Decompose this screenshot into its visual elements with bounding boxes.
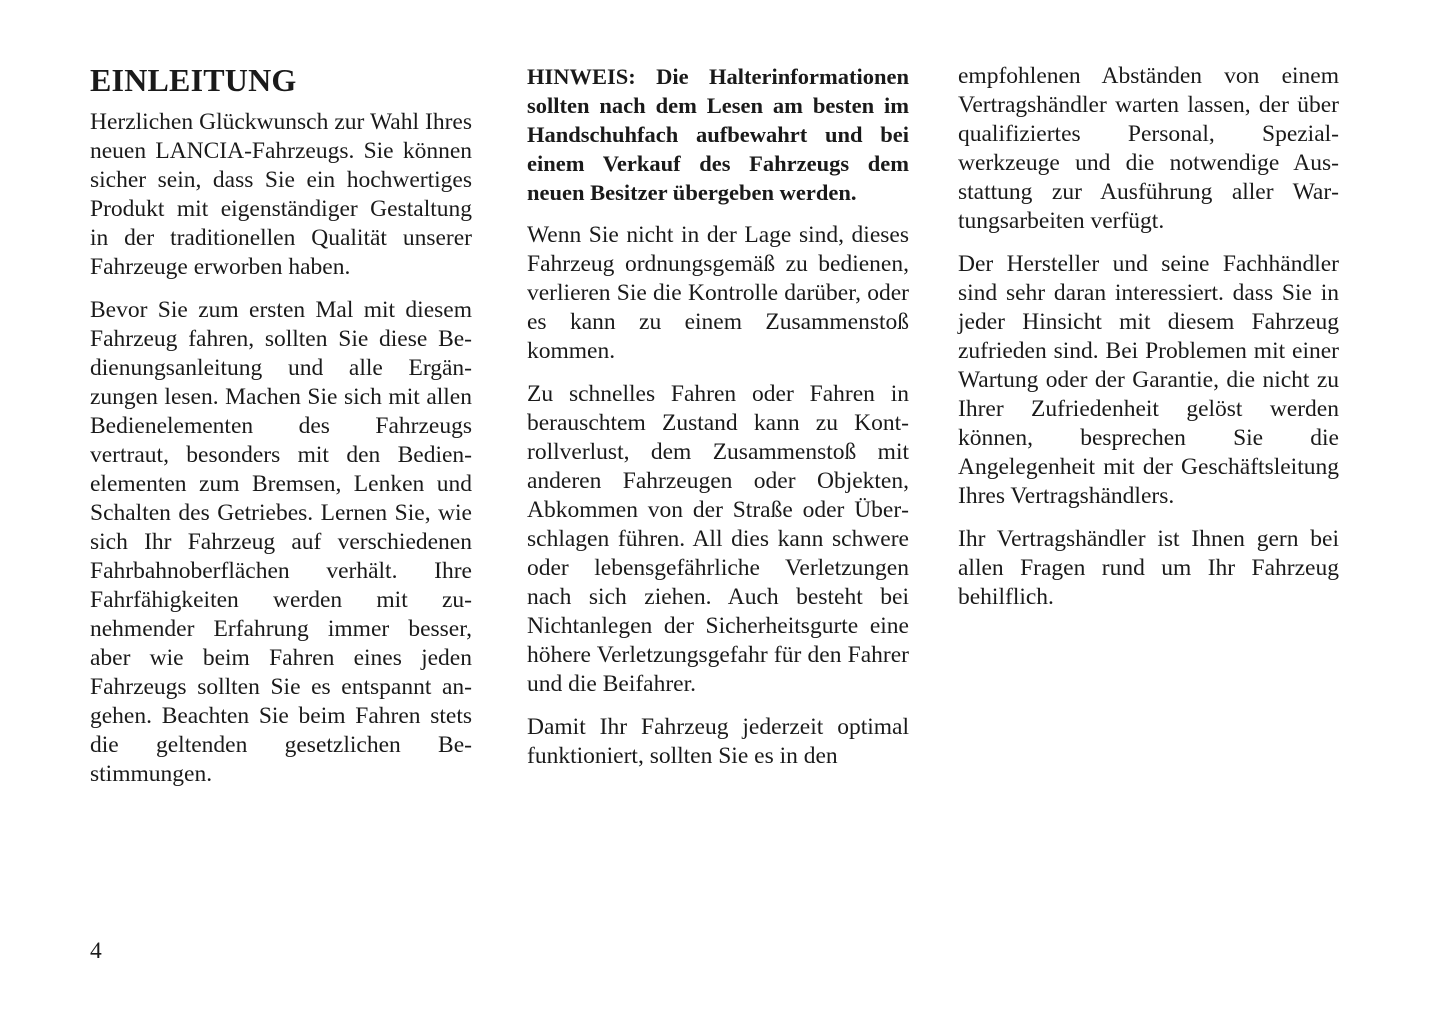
control-warning-paragraph: Wenn Sie nicht in der Lage sind, dieses Fahrzeug ordnungsgemäß zu bedienen, verlieren Sie die Kontrolle darüber, oder es kann zu einem Zusammenstoß kommen. — [527, 222, 909, 364]
before-driving-paragraph: Bevor Sie zum ersten Mal mit diesem Fahrzeug fahren, sollten Sie diese Bedienungsanleitung und alle Ergänzungen lesen. Machen Sie sich mit allen Bedienelementen des Fahrzeugs vertraut, besonders mit den Bedienelementen zum Bremsen, Lenken und Schalten des Getriebes. Lernen Sie, wie sich Ihr Fahrzeug auf verschiedenen Fahrbahnoberflächen verhält. Ihre Fahrfähigkeiten werden mit zunehmender Erfahrung immer besser, aber wie beim Fahren eines jeden Fahrzeugs sollten Sie es entspannt angehen. Beachten Sie beim Fahren stets die geltenden gesetzlichen Bestimmungen. — [90, 297, 472, 787]
maintenance-paragraph: Damit Ihr Fahrzeug jederzeit optimal funktioniert, sollten Sie es in den — [527, 714, 909, 769]
column-left — [90, 58, 472, 803]
column-right — [958, 58, 1339, 626]
note-paragraph: HINWEIS: Die Halterinformationen sollten nach dem Lesen am besten im Handschuhfach aufbewahrt und bei einem Verkauf des Fahrzeugs dem neuen Besitzer übergeben werden. — [527, 64, 909, 205]
dealer-help-paragraph: Ihr Vertragshändler ist Ihnen gern bei allen Fragen rund um Ihr Fahrzeug behilflich. — [958, 526, 1339, 610]
maintenance-continued-paragraph: empfohlenen Abständen von einem Vertragshändler warten lassen, der über qualifiziertes Personal, Spezialwerkzeuge und die notwendige Ausstattung zur Ausführung aller Wartungsarbeiten verfügt. — [958, 63, 1339, 234]
page-number: 4 — [90, 938, 102, 964]
intro-paragraph: Herzlichen Glückwunsch zur Wahl Ihres neuen LANCIA-Fahrzeugs. Sie können sicher sein, dass Sie ein hochwertiges Produkt mit eigenständiger Gestaltung in der traditionellen Qualität unserer Fahrzeuge erworben haben. — [90, 109, 472, 280]
speeding-warning-paragraph: Zu schnelles Fahren oder Fahren in berauschtem Zustand kann zu Kontrollverlust, dem Zusammenstoß mit anderen Fahrzeugen oder Objekten, Abkommen von der Straße oder Überschlagen führen. All dies kann schwere oder lebensgefährliche Verletzungen nach sich ziehen. Auch besteht bei Nichtanlegen der Sicherheitsgurte eine höhere Verletzungsgefahr für den Fahrer und die Beifahrer. — [527, 381, 909, 697]
manufacturer-paragraph: Der Hersteller und seine Fachhändler sind sehr daran interessiert. dass Sie in jeder Hinsicht mit diesem Fahrzeug zufrieden sind. Bei Problemen mit einer Wartung oder der Garantie, die nicht zu Ihrer Zufriedenheit gelöst werden können, besprechen Sie die Angelegenheit mit der Geschäftsleitung Ihres Vertragshändlers. — [958, 251, 1339, 509]
page-title: EINLEITUNG — [90, 62, 297, 98]
column-middle — [527, 58, 909, 785]
